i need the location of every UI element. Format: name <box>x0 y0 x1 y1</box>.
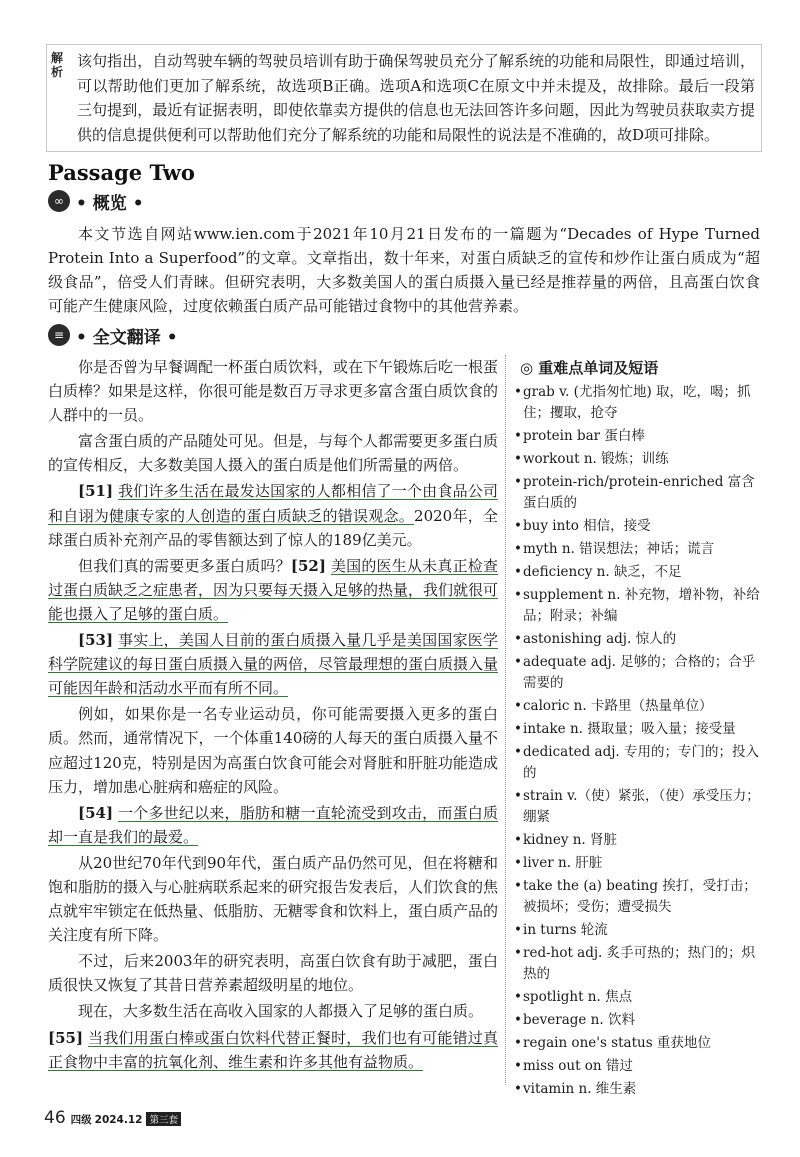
underlined-answer: 美国的医生从未真正检查过蛋白质缺乏之症患者，因为只要每天摄入足够的热量，我们就很可能也摄入了足够的蛋白质。 <box>48 556 499 623</box>
page-footer <box>44 1108 181 1128</box>
vocab-item: • in turns 轮流 <box>514 920 763 941</box>
translation-paragraph: 例如，如果你是一名专业运动员，你可能需要摄入更多的蛋白质。然而，通常情况下，一个体重140磅的人每天的蛋白质摄入量不应超过120克，特别是因为高蛋白饮食可能会对肾脏和肝脏功能造成压力，增加患心脏病和癌症的风险。 <box>48 705 498 796</box>
translation-paragraph: 但我们真的需要更多蛋白质吗？[52] 美国的医生从未真正检查过蛋白质缺乏之症患者，因为只要每天摄入足够的热量，我们就很可能也摄入了足够的蛋白质。 <box>48 556 499 623</box>
question-number: [55] <box>48 1028 84 1047</box>
vocab-item: • regain one's status 重获地位 <box>514 1033 763 1054</box>
vocab-item: • buy into 相信，接受 <box>514 516 763 537</box>
vocab-item: • myth n. 错误想法；神话；谎言 <box>514 539 763 560</box>
analysis-text: 该句指出，自动驾驶车辆的驾驶员培训有助于确保驾驶员充分了解系统的功能和局限性，即通过培训，可以帮助他们更加了解系统，故选项B正确。选项A和选项C在原文中并未提及，故排除。最后一段第三句提到，最近有证据表明，即使依靠卖方提供的信息也无法回答许多问题，因此为驾驶员获取卖方提供的信息提供便利可以帮助他们充分了解系统的功能和局限性的说法是不准确的，故D项可排除。 <box>77 52 755 144</box>
underlined-answer: 一个多世纪以来，脂肪和糖一直轮流受到攻击，而蛋白质却一直是我们的最爱。 <box>48 803 498 846</box>
vocab-item: • kidney n. 肾脏 <box>514 830 763 851</box>
vocab-item: • strain v.（使）紧张，（使）承受压力；绷紧 <box>514 786 763 828</box>
vocab-item: • adequate adj. 足够的；合格的；合乎需要的 <box>514 652 763 694</box>
translation-heading <box>48 320 178 350</box>
vocab-item: • protein-rich/protein-enriched 富含蛋白质的 <box>514 472 763 514</box>
vocab-item: • dedicated adj. 专用的；专门的；投入的 <box>514 742 763 784</box>
vocab-list <box>514 382 763 1100</box>
vocab-item: • astonishing adj. 惊人的 <box>514 629 763 650</box>
overview-heading <box>48 186 144 216</box>
page-number: 46 <box>44 1108 66 1128</box>
vocab-item: • caloric n. 卡路里（热量单位） <box>514 696 763 717</box>
question-number: [53] <box>78 631 114 650</box>
issue-date: 2024.12 <box>94 1114 143 1126</box>
question-number: [54] <box>78 803 114 822</box>
translation-paragraph: 从20世纪70年代到90年代，蛋白质产品仍然可见，但在将糖和饱和脂肪的摄入与心脏病联系起来的研究报告发表后，人们饮食的焦点就牢牢锁定在低热量、低脂肪、无糖零食和饮料上，蛋白质产品的关注度有所下降。 <box>48 853 499 945</box>
question-number: [51] <box>78 482 114 501</box>
glasses-icon: ∞ <box>48 190 70 212</box>
translation-paragraph <box>48 628 498 700</box>
analysis-box <box>46 44 762 152</box>
exam-level: 四级 <box>70 1114 92 1126</box>
translation-body <box>48 355 498 1076</box>
vocab-title: ◎ 重难点单词及短语 <box>520 359 659 377</box>
document-icon: ≡ <box>48 324 70 346</box>
underlined-answer: 我们许多生活在最发达国家的人都相信了一个由食品公司和自诩为健康专家的人创造的蛋白质缺乏的错误观念。 <box>48 482 498 525</box>
vocab-item: • protein bar 蛋白棒 <box>514 426 763 447</box>
translation-label: • 全文翻译 • <box>76 327 178 348</box>
vocab-item: • miss out on 错过 <box>514 1056 763 1077</box>
translation-paragraph: [51] 我们许多生活在最发达国家的人都相信了一个由食品公司和自诩为健康专家的人创造的蛋白质缺乏的错误观念。2020年，全球蛋白质补充剂产品的零售额达到了惊人的189亿美元。 <box>48 482 498 549</box>
vocab-item: • supplement n. 补充物，增补物，补给品；附录；补编 <box>514 585 763 627</box>
vocab-item: • spotlight n. 焦点 <box>514 987 763 1008</box>
translation-paragraph: 现在，大多数生活在高收入国家的人都摄入了足够的蛋白质。 <box>78 1002 484 1021</box>
vocab-item: • vitamin n. 维生素 <box>514 1079 763 1100</box>
translation-paragraph: 富含蛋白质的产品随处可见。但是，与每个人都需要更多蛋白质的宣传相反，大多数美国人摄入的蛋白质是他们所需量的两倍。 <box>48 432 499 475</box>
vocab-item: • liver n. 肝脏 <box>514 853 763 874</box>
translation-paragraph: 不过，后来2003年的研究表明，高蛋白饮食有助于减肥，蛋白质很快又恢复了其昔日营养素超级明星的地位。 <box>48 952 498 995</box>
underlined-answer: 当我们用蛋白棒或蛋白饮料代替正餐时，我们也有可能错过真正食物中丰富的抗氧化剂、维生素和许多其他有益物质。 <box>48 1028 498 1071</box>
passage-title: Passage Two <box>48 160 195 185</box>
translation-paragraph <box>48 801 498 849</box>
question-number: [52] <box>290 556 326 575</box>
underlined-answer: 事实上，美国人目前的蛋白质摄入量几乎是美国国家医学科学院建议的每日蛋白质摄入量的两倍，尽管最理想的蛋白质摄入量可能因年龄和活动水平而有所不同。 <box>48 631 499 698</box>
vocab-item: • red-hot adj. 炙手可热的；热门的；炽热的 <box>514 943 763 985</box>
vocab-sidebar <box>505 355 763 1097</box>
overview-text: 本文节选自网站www.ien.com于2021年10月21日发布的一篇题为“Decades of Hype Turned Protein Into a Superfood”的文章。文章指出，数十年来，对蛋白质缺乏的宣传和炒作让蛋白质成为“超级食品”，倍受人们青睐。但研究表明，大多数美国人的蛋白质摄入量已经是推荐量的两倍，且高蛋白饮食可能产生健康风险，过度依赖蛋白质产品可能错过食物中的其他营养素。 <box>48 225 760 315</box>
vocab-item: • intake n. 摄取量；吸入量；接受量 <box>514 719 763 740</box>
edition-badge: 第三套 <box>146 1112 181 1126</box>
vocab-item: • take the (a) beating 挨打，受打击；被损坏；受伤；遭受损失 <box>514 876 763 918</box>
analysis-tag: 解析 <box>51 51 64 79</box>
translation-paragraph: 你是否曾为早餐调配一杯蛋白质饮料，或在下午锻炼后吃一根蛋白质棒？如果是这样，你很可能是数百万寻求更多富含蛋白质饮食的人群中的一员。 <box>48 358 499 425</box>
vocab-item: • grab v. (尤指匆忙地) 取，吃，喝；抓住；攫取，抢夺 <box>514 382 763 424</box>
overview-label: • 概览 • <box>76 193 144 214</box>
vocab-item: • workout n. 锻炼；训练 <box>514 449 763 470</box>
vocab-item: • beverage n. 饮料 <box>514 1010 763 1031</box>
translation-paragraph <box>48 1026 498 1074</box>
vocab-item: • deficiency n. 缺乏，不足 <box>514 562 763 583</box>
